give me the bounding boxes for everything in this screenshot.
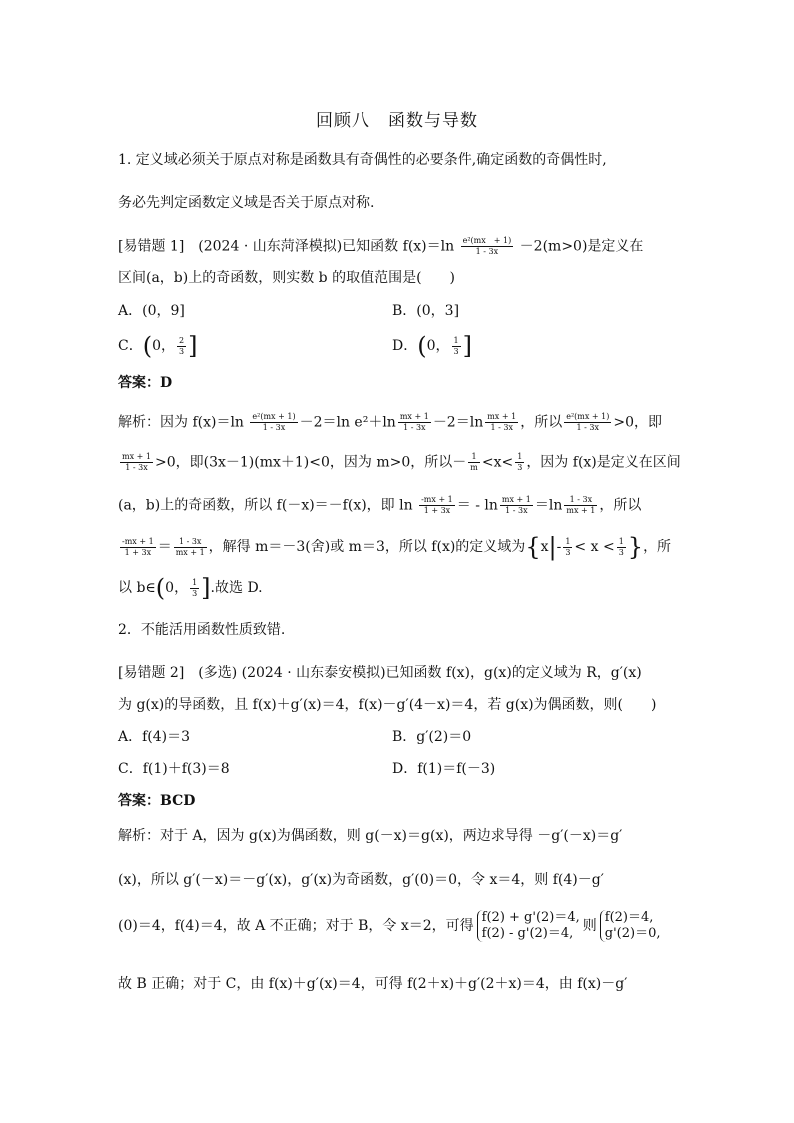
fraction-numerator: e²(mx + 1) (252, 412, 296, 421)
note1-line2: 务必先判定函数定义域是否关于原点对称. (118, 195, 375, 211)
q1-solution-line5 (118, 576, 263, 600)
solution-fraction (617, 537, 626, 558)
fraction-denominator: mx + 1 (566, 506, 596, 515)
fraction-denominator: 3 (192, 588, 198, 598)
q2-solution-line3 (118, 910, 664, 942)
q1-answer: 答案：D (118, 375, 173, 391)
solution-text: 以 b∈ (118, 580, 156, 596)
solution-fraction (174, 537, 207, 558)
fraction-numerator: 1 (517, 452, 523, 461)
system-row: f(2) - g'(2)＝4, (481, 926, 574, 941)
q2-stem-line2: 为 g(x)的导函数，且 f(x)＋g′(x)＝4，f(x)－g′(4－x)＝4，若 g(x)为偶函数，则( ) (118, 697, 657, 713)
left-paren-icon: ( (417, 332, 427, 360)
equation-system-1 (477, 910, 580, 942)
option-fraction (452, 336, 461, 357)
solution-fraction (564, 495, 597, 516)
page-title: 回顾八 函数与导数 (316, 111, 478, 131)
q1-solution-line2 (118, 452, 681, 473)
fraction-denominator: 3 (453, 346, 459, 356)
set-text: - (556, 539, 562, 555)
q2-option-d: D．f(1)＝f(－3) (392, 761, 496, 777)
left-paren-icon: ( (142, 332, 153, 360)
solution-text: 解析：因为 f(x)＝ln (118, 414, 244, 431)
fraction-denominator: 1 + 3x (124, 547, 152, 557)
fraction-numerator: mx + 1 (501, 495, 531, 504)
fraction-denominator: 1 - 3x (490, 423, 513, 432)
option-label: D． (392, 338, 418, 354)
fraction-denominator: 1 - 3x (576, 423, 600, 432)
q1-stem-line1 (118, 236, 643, 257)
solution-text: >0，即(3x－1)(mx＋1)<0，因为 m>0，所以－ (154, 454, 467, 471)
fraction-denominator: mx + 1 (175, 547, 205, 557)
q2-option-b: B．g′(2)＝0 (392, 729, 472, 745)
fraction-denominator: 1 - 3x (403, 423, 426, 432)
fraction-denominator: 3 (618, 547, 624, 557)
right-bracket-icon: ] (201, 574, 211, 602)
solution-text: ＝ - ln (456, 497, 498, 514)
solution-fraction (563, 537, 572, 558)
q2-solution-line4: 故 B 正确；对于 C，由 f(x)＋g′(x)＝4，可得 f(2＋x)＋g′(2＋x)＝4，由 f(x)－g′ (118, 976, 628, 992)
solution-fraction (120, 537, 156, 558)
solution-fraction (485, 412, 518, 433)
q2-stem-line1: [易错题 2] (多选) (2024 · 山东泰安模拟)已知函数 f(x)，g(x)的定义域为 R，g′(x) (118, 665, 642, 681)
fraction-numerator: 1 (618, 536, 624, 546)
solution-text: －2＝ln e²＋ln (299, 414, 396, 431)
solution-text: 0， (165, 580, 189, 596)
solution-text: ＝ (157, 539, 172, 555)
fraction-numerator: -mx + 1 (122, 536, 154, 546)
right-bracket-icon: ] (462, 332, 472, 360)
solution-text: ，解得 m＝－3(舍)或 m＝3，所以 f(x)的定义域为 (208, 539, 526, 555)
fraction-numerator: 2 (179, 335, 185, 345)
fraction-numerator: mx + 1 (399, 412, 429, 421)
system-row: g'(2)＝0, (604, 926, 661, 941)
solution-text: ，所以 (599, 497, 642, 514)
system-row: f(2) + g'(2)＝4, (481, 910, 580, 925)
q2-option-a: A．f(4)＝3 (118, 729, 191, 745)
solution-fraction (250, 412, 297, 433)
solution-text: >0，即 (613, 414, 663, 431)
q1-option-d (392, 334, 472, 358)
set-text: < x < (574, 539, 615, 555)
fraction-numerator: mx + 1 (122, 452, 151, 461)
solution-fraction (419, 495, 455, 516)
set-bar-icon: | (548, 533, 557, 561)
solution-fraction (120, 452, 153, 473)
q1-option-a: A．(0，9] (118, 303, 185, 319)
fraction-denominator: 1 - 3x (475, 247, 499, 256)
fraction-numerator: 1 (453, 335, 459, 345)
solution-text: ，所 (643, 539, 672, 555)
q1-stem-b: －2(m>0)是定义在 (519, 238, 644, 255)
fraction-denominator: 1 - 3x (125, 463, 148, 472)
fraction-numerator: 1 (565, 536, 571, 546)
left-paren-icon: ( (155, 574, 166, 602)
note1-line1: 1. 定义域必须关于原点对称是函数具有奇偶性的必要条件,确定函数的奇偶性时, (118, 152, 607, 168)
q1-solution-line4 (118, 535, 671, 559)
fraction-numerator: e²(mx + 1) (462, 236, 512, 245)
q1-solution-line1 (118, 412, 662, 433)
right-brace-icon: } (627, 533, 644, 561)
fraction-denominator: m (470, 463, 478, 472)
fraction-denominator: 3 (179, 346, 185, 356)
fraction-denominator: 3 (517, 463, 523, 472)
q2-answer: 答案：BCD (118, 793, 196, 809)
solution-fraction (398, 412, 431, 433)
solution-text: (a，b)上的奇函数，所以 f(－x)＝－f(x)，即 ln (118, 497, 413, 514)
fraction-numerator: 1 - 3x (174, 537, 207, 548)
q2-option-c: C．f(1)＋f(3)＝8 (118, 761, 230, 777)
option-text: 0， (152, 338, 176, 354)
fraction-denominator: 1 - 3x (262, 423, 286, 432)
note2: 2．不能活用函数性质致错. (118, 622, 286, 638)
q2-solution-line1: 解析：对于 A，因为 g(x)为偶函数，则 g(－x)＝g(x)，两边求导得 －g′(－x)＝g′ (118, 828, 623, 844)
solution-text: 则 (582, 918, 597, 934)
solution-text: －2＝ln (432, 414, 484, 431)
q1-stem-line2: 区间(a，b)上的奇函数，则实数 b 的取值范围是( ) (118, 270, 456, 286)
option-fraction (177, 336, 186, 357)
fraction-numerator: -mx + 1 (421, 495, 453, 504)
solution-fraction (500, 495, 533, 516)
fraction-numerator: 1 (468, 452, 480, 463)
fraction-numerator: e²(mx + 1) (566, 412, 610, 421)
right-bracket-icon: ] (188, 332, 198, 360)
solution-text: <x< (481, 454, 514, 471)
set-variable: x (540, 539, 549, 555)
q2-solution-line2: (x)，所以 g′(－x)＝－g′(x)，g′(x)为奇函数，g′(0)＝0，令 x＝4，则 f(4)－g′ (118, 872, 604, 888)
q1-option-b: B．(0，3] (392, 303, 460, 319)
solution-text: (0)＝4，f(4)＝4，故 A 不正确；对于 B，令 x＝2，可得 (118, 918, 474, 934)
q1-stem-fraction (461, 236, 514, 257)
fraction-numerator: mx + 1 (487, 412, 517, 421)
solution-fraction (515, 452, 524, 473)
left-brace-icon: { (525, 533, 541, 561)
q1-option-c (118, 334, 197, 358)
option-text: 0， (426, 338, 450, 354)
solution-fraction (564, 412, 611, 433)
solution-text: ，所以 (520, 414, 563, 431)
fraction-denominator: 3 (565, 547, 571, 557)
q1-solution-line3 (118, 495, 641, 516)
fraction-denominator: 1 - 3x (505, 506, 528, 515)
equation-system-2 (600, 910, 661, 942)
fraction-denominator: 1 + 3x (423, 506, 451, 515)
solution-fraction (468, 452, 480, 473)
q1-stem-a: [易错题 1] (2024 · 山东菏泽模拟)已知函数 f(x)＝ln (118, 238, 455, 255)
solution-text: ，因为 f(x)是定义在区间 (526, 454, 681, 471)
fraction-numerator: 1 - 3x (564, 495, 597, 506)
system-row: f(2)＝4, (604, 910, 654, 925)
solution-fraction (190, 578, 199, 599)
solution-text: ＝ln (534, 497, 563, 514)
solution-text: .故选 D. (210, 580, 263, 596)
option-label: C． (118, 338, 143, 354)
fraction-numerator: 1 (192, 577, 198, 587)
